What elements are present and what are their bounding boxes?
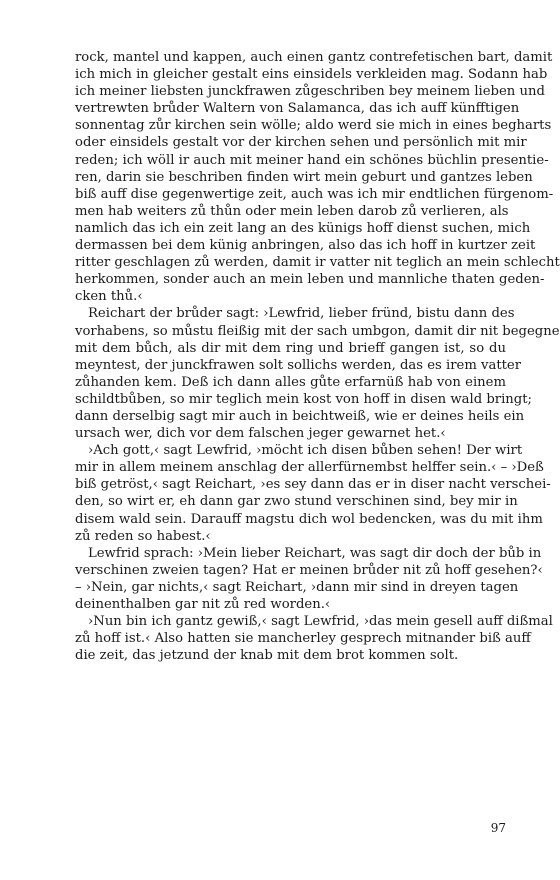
text-line: men hab weiters zů thůn oder mein leben darob zů verlieren, als bbox=[75, 203, 509, 219]
text-line: Reichart der brůder sagt: ›Lewfrid, lieber fründ, bistu dann des bbox=[88, 306, 515, 322]
text-line: verschinen zweien tagen? Hat er meinen brůder nit zů hoff gesehen?‹ bbox=[75, 562, 543, 578]
text-line: biß getröst,‹ sagt Reichart, ›es sey dann das er in diser nacht verschei- bbox=[75, 477, 551, 493]
paragraph bbox=[75, 545, 543, 613]
text-line: ursach wer, dich vor dem falschen jeger gewarnet het.‹ bbox=[75, 426, 446, 442]
paragraph bbox=[75, 442, 551, 545]
text-line: mir in allem meinem anschlag der allerfürnembst helffer sein.‹ – ›Deß bbox=[75, 460, 544, 476]
text-line: oder einsidels gestalt vor der kirchen sehen und persönlich mit mir bbox=[75, 135, 527, 151]
text-line: ich meiner liebsten junckfrawen zůgeschriben bey meinem lieben und bbox=[75, 84, 545, 100]
text-line: zů reden so habest.‹ bbox=[75, 528, 211, 544]
body-text bbox=[75, 49, 560, 664]
text-line: dermassen bei dem künig anbringen, also das ich hoff in kurtzer zeit bbox=[75, 238, 536, 254]
text-line: rock, mantel und kappen, auch einen gantz contrefetischen bart, damit bbox=[75, 50, 553, 65]
text-line: reden; ich wöll ir auch mit meiner hand ein schönes büchlin presentie- bbox=[75, 152, 549, 168]
text-line: ich mich in gleicher gestalt eins einsidels verkleiden mag. Sodann hab bbox=[75, 67, 548, 83]
page-number: 97 bbox=[490, 821, 506, 835]
paragraph bbox=[75, 49, 560, 305]
text-line: schildtbůben, so mir teglich mein kost von hoff in disen wald bringt; bbox=[75, 391, 532, 407]
text-line: namlich das ich ein zeit lang an des künigs hoff dienst suchen, mich bbox=[75, 220, 531, 236]
text-line: ren, darin sie beschriben finden wirt mein geburt und gantzes leben bbox=[75, 169, 533, 185]
text-line: biß auff dise gegenwertige zeit, auch was ich mir endtlichen fürgenom- bbox=[75, 186, 554, 202]
text-line: den, so wirt er, eh dann gar zwo stund verschinen sind, bey mir in bbox=[75, 494, 518, 510]
text-line: die zeit, das jetzund der knab mit dem brot kommen solt. bbox=[75, 648, 459, 664]
text-line: vertrewten brůder Waltern von Salamanca, das ich auff künfftigen bbox=[75, 101, 520, 117]
text-line: meyntest, der junckfrawen solt sollichs werden, das es irem vatter bbox=[75, 357, 522, 373]
text-line: ›Ach gott,‹ sagt Lewfrid, ›möcht ich disen bůben sehen! Der wirt bbox=[88, 443, 523, 459]
text-line: sonnentag zůr kirchen sein wölle; aldo werd sie mich in eines begharts bbox=[75, 118, 552, 134]
text-line: ritter geschlagen zů werden, damit ir vatter nit teglich an mein schlecht bbox=[75, 255, 560, 271]
text-line: dann derselbig sagt mir auch in beichtweiß, wie er deines heils ein bbox=[75, 408, 525, 424]
text-line: disem wald sein. Darauff magstu dich wol bedencken, was du mit ihm bbox=[75, 511, 543, 527]
text-line: Lewfrid sprach: ›Mein lieber Reichart, was sagt dir doch der bůb in bbox=[88, 545, 542, 561]
text-line: deinenthalben gar nit zů red worden.‹ bbox=[75, 597, 331, 612]
text-line: zů hoff ist.‹ Also hatten sie mancherley gesprech mitnander biß auff bbox=[75, 631, 531, 647]
text-line: vorhabens, so můstu fleißig mit der sach umbgon, damit dir nit begegne bbox=[75, 323, 560, 339]
text-line: herkommen, sonder auch an mein leben und mannliche thaten geden- bbox=[75, 272, 545, 288]
text-line: mit dem bůch, als dir mit dem ring und brieff gangen ist, so du bbox=[75, 340, 506, 356]
text-line: – ›Nein, gar nichts,‹ sagt Reichart, ›dann mir sind in dreyen tagen bbox=[75, 579, 519, 595]
text-line: ›Nun bin ich gantz gewiß,‹ sagt Lewfrid, ›das mein gesell auff dißmal bbox=[88, 614, 553, 630]
paragraph bbox=[75, 613, 553, 664]
text-line: cken thů.‹ bbox=[75, 289, 143, 305]
paragraph bbox=[75, 305, 560, 442]
text-line: zůhanden kem. Deß ich dann alles gůte erfarnüß hab von einem bbox=[75, 374, 506, 390]
